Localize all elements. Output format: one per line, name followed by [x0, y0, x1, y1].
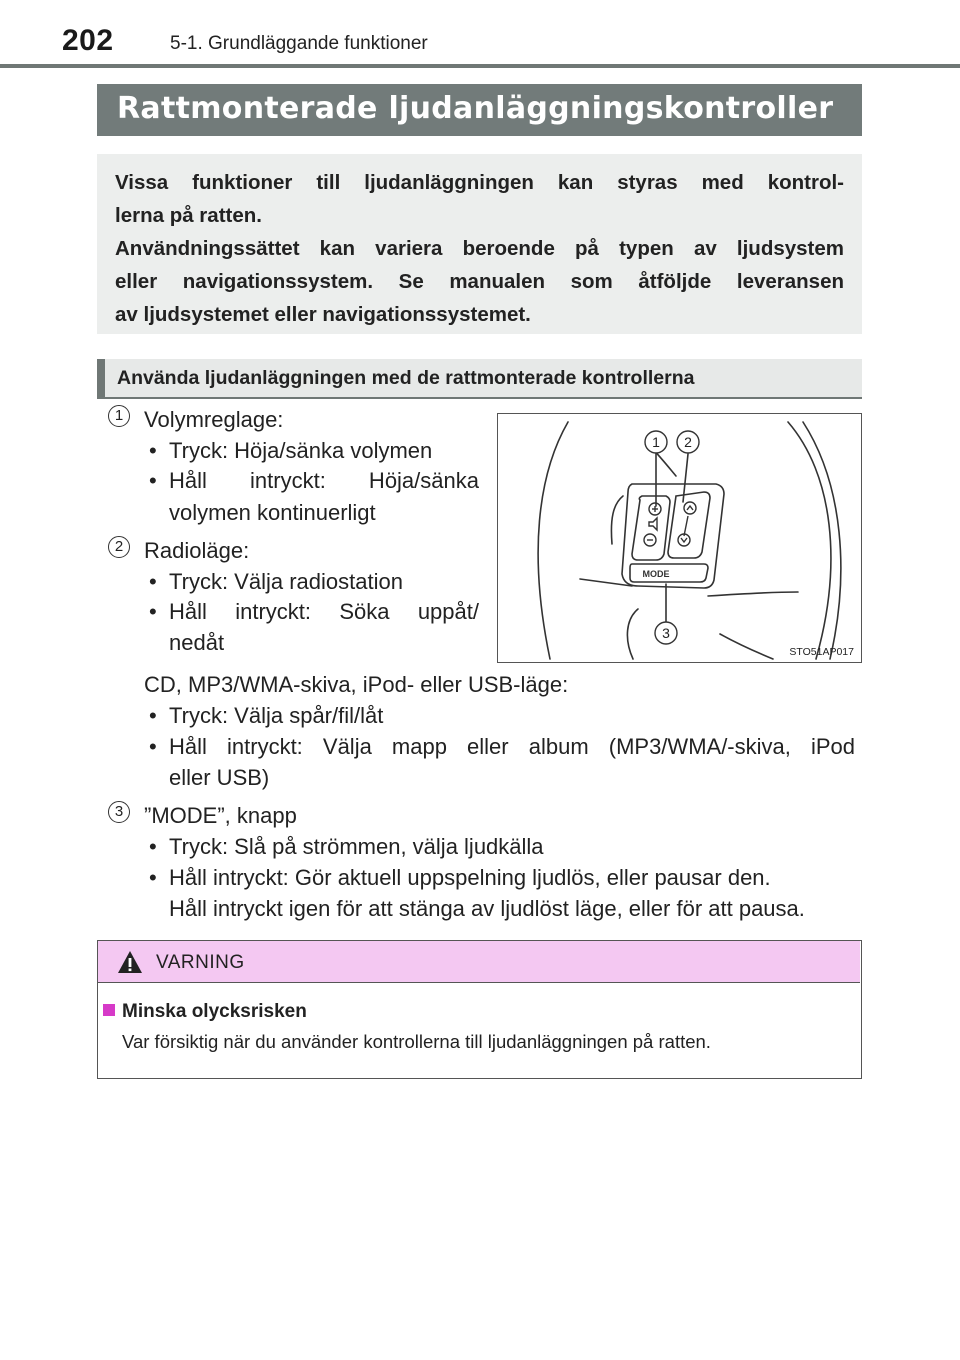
- item-2-cd-bullet-2: • Håll intryckt: Välja mapp eller album (MP3/WMA/-skiva, iPod: [169, 734, 855, 760]
- item-1-bullet-1: • Tryck: Höja/sänka volymen: [169, 438, 432, 464]
- warning-heading: Minska olycksrisken: [122, 1001, 307, 1022]
- intro-line: eller navigationssystem. Se manualen som åtföljde leveransen: [115, 270, 844, 293]
- header-rule: [0, 64, 960, 68]
- item-3-bullet-2: • Håll intryckt: Gör aktuell uppspelning ljudlös, eller pausar den.: [169, 865, 771, 891]
- seek-divider-icon: [684, 516, 688, 536]
- intro-line: av ljudsystemet eller navigationssystemet.: [115, 303, 531, 326]
- item-2-cd-title: CD, MP3/WMA-skiva, iPod- eller USB-läge:: [144, 672, 569, 697]
- intro-line: Användningssättet kan variera beroende på typen av ljudsystem: [115, 237, 844, 260]
- item-number-3: 3: [108, 801, 130, 823]
- item-2-bullet-2: • Håll intryckt: Söka uppåt/: [169, 599, 479, 625]
- steering-switch-figure: [497, 413, 862, 663]
- item-1-bullet-2: • Håll intryckt: Höja/sänka: [169, 468, 479, 494]
- item-2-cd-bullet-2-cont: eller USB): [169, 765, 270, 790]
- figure-code: STO51AP017: [789, 646, 854, 658]
- callout-2-label: 2: [684, 434, 692, 450]
- warning-label: VARNING: [156, 952, 245, 973]
- warning-triangle-icon: [116, 949, 144, 975]
- item-2-title: Radioläge:: [144, 538, 250, 563]
- item-number-2: 2: [108, 536, 130, 558]
- steering-wheel-illustration: [498, 414, 860, 661]
- section-title-bar: [97, 84, 862, 136]
- page-number: 202: [62, 24, 114, 57]
- speaker-icon: [649, 518, 657, 530]
- intro-line: lerna på ratten.: [115, 204, 262, 227]
- callout-3-label: 3: [662, 625, 670, 641]
- seek-up-icon: [684, 502, 696, 514]
- page-title: Rattmonterade ljudanläggningskontroller: [117, 91, 834, 126]
- item-number-1: 1: [108, 405, 130, 427]
- item-1-title: Volymreglage:: [144, 407, 284, 432]
- heading-accent: [97, 359, 105, 399]
- callout-1-label: 1: [652, 434, 660, 450]
- item-3-bullet-1: • Tryck: Slå på strömmen, välja ljudkälla: [169, 834, 544, 860]
- item-2-bullet-1: • Tryck: Välja radiostation: [169, 569, 403, 595]
- item-2-cd-bullet-1: • Tryck: Välja spår/fil/låt: [169, 703, 383, 729]
- intro-box: [97, 154, 862, 334]
- warning-item-marker: [103, 1004, 115, 1016]
- item-3-bullet-2-cont: Håll intryckt igen för att stänga av ljudlöst läge, eller för att pausa.: [169, 896, 805, 921]
- item-2-bullet-2-cont: nedåt: [169, 630, 225, 655]
- item-3-title: ”MODE”, knapp: [144, 803, 297, 828]
- mode-button-label: MODE: [642, 569, 670, 579]
- item-1-bullet-2-cont: volymen kontinuerligt: [169, 500, 376, 525]
- intro-line: Vissa funktioner till ljudanläggningen kan styras med kontrol-: [115, 171, 844, 194]
- chapter-heading: 5-1. Grundläggande funktioner: [170, 33, 428, 54]
- subsection-heading-bar: [97, 359, 862, 399]
- warning-text: Var försiktig när du använder kontrollerna till ljudanläggningen på ratten.: [122, 1031, 711, 1052]
- subsection-heading: Använda ljudanläggningen med de rattmonterade kontrollerna: [117, 367, 695, 389]
- warning-header: [98, 941, 860, 983]
